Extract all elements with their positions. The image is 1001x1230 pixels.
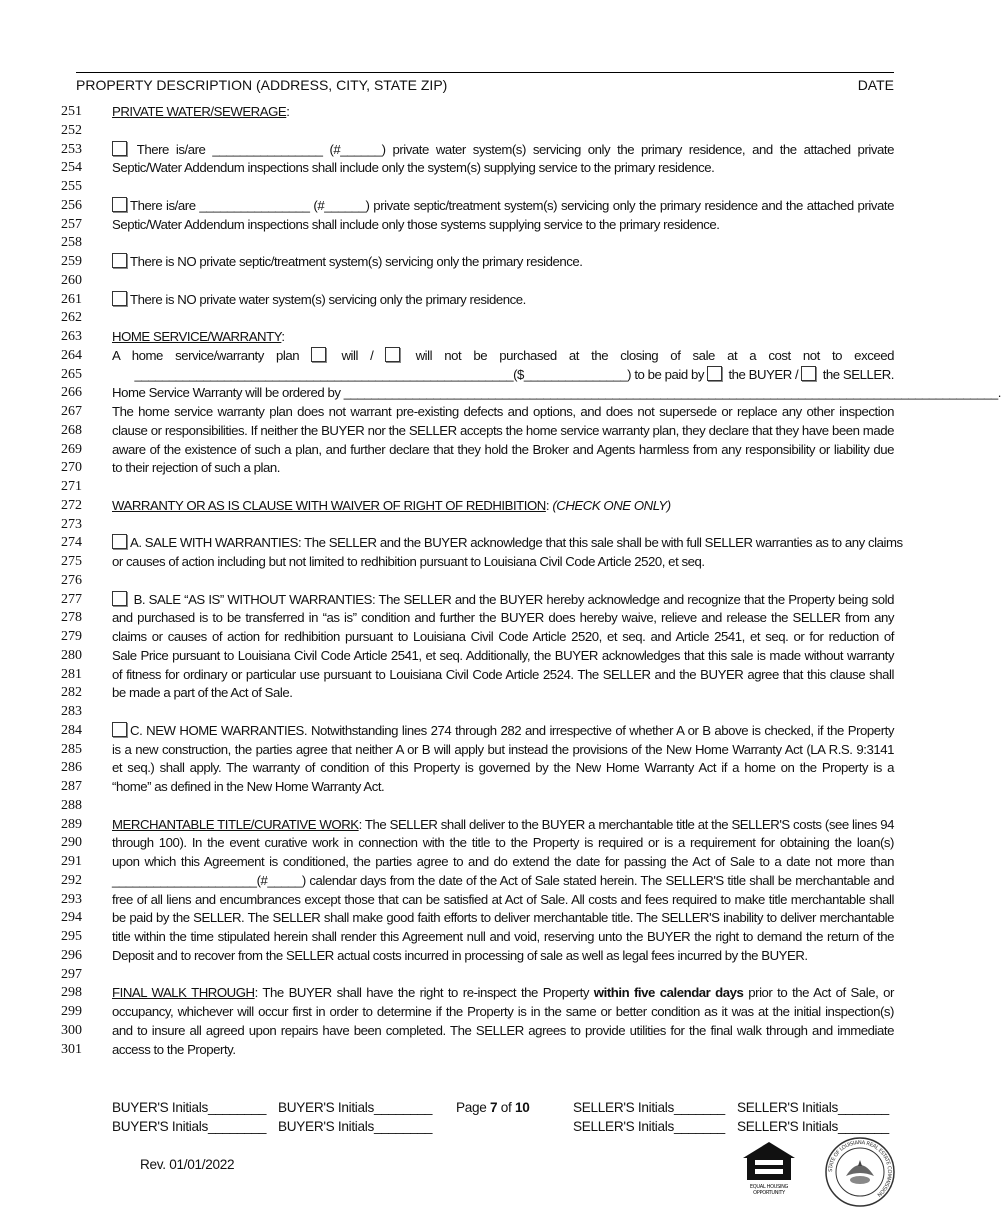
line-271 xyxy=(0,478,950,497)
line-number: 296 xyxy=(61,947,82,963)
line-number: 294 xyxy=(61,910,82,926)
form-body xyxy=(0,103,1001,1059)
line-274: 274 A. SALE WITH WARRANTIES: The SELLER and the BUYER acknowledge that this sale shall be with full SELLER warranties as to any claims xyxy=(0,534,950,553)
line-259: 259 There is NO private septic/treatment system(s) servicing only the primary residence. xyxy=(0,253,950,272)
line-287: 287 “home” as defined in the New Home Warranty Act. xyxy=(0,778,950,797)
septic-system-checkbox[interactable] xyxy=(112,197,127,212)
buyer-initials-field[interactable]: BUYER'S Initials________ xyxy=(278,1100,433,1115)
line-number: 265 xyxy=(61,366,82,382)
line-290: 290 through 100). In the event curative work in connection with the title to the Property is required or is a requirement for obtaining the loan(s) xyxy=(0,834,950,853)
line-256: 256 There is/are ________________ (#______) private septic/treatment system(s) servicing only the primary residence and the attached private xyxy=(0,197,950,216)
seller-initials-field[interactable]: SELLER'S Initials_______ xyxy=(737,1100,889,1115)
line-number: 253 xyxy=(61,141,82,157)
line-255 xyxy=(0,178,950,197)
line-number: 278 xyxy=(61,610,82,626)
section-heading-private-water: PRIVATE WATER/SEWERAGE xyxy=(112,104,287,119)
line-number: 295 xyxy=(61,929,82,944)
line-266: 266 Home Service Warranty will be ordered by _______________________________________________________________________________________________. xyxy=(0,384,950,403)
buyer-initials-field[interactable]: BUYER'S Initials________ xyxy=(112,1119,267,1134)
line-number: 285 xyxy=(61,741,82,757)
line-number: 269 xyxy=(61,441,82,457)
line-267: 267 The home service warranty plan does not warrant pre-existing defects and options, and does not supersede or replace any other inspection xyxy=(0,403,950,422)
line-number: 258 xyxy=(61,235,82,251)
line-number: 299 xyxy=(61,1004,82,1019)
line-301: 301 access to the Property. xyxy=(0,1041,950,1060)
revision-date: Rev. 01/01/2022 xyxy=(140,1157,235,1172)
line-number: 293 xyxy=(61,891,82,907)
line-number: 298 xyxy=(61,985,82,1001)
line-289: 289 MERCHANTABLE TITLE/CURATIVE WORK: The SELLER shall deliver to the BUYER a merchantable title at the SELLER'S costs (see lines 94 xyxy=(0,816,950,835)
line-number: 256 xyxy=(61,197,82,213)
line-288 xyxy=(0,797,950,816)
buyer-initials-field[interactable]: BUYER'S Initials________ xyxy=(112,1100,267,1115)
line-281: 281 of fitness for ordinary or particular use pursuant to Louisiana Civil Code Article 2524. The SELLER and the BUYER agree that this clause shall xyxy=(0,666,950,685)
sale-with-warranties-checkbox[interactable] xyxy=(112,534,127,549)
line-number: 283 xyxy=(61,704,82,719)
line-number: 255 xyxy=(61,179,82,194)
line-number: 301 xyxy=(61,1041,82,1057)
line-number: 280 xyxy=(61,647,82,663)
line-number: 261 xyxy=(61,291,82,307)
line-number: 290 xyxy=(61,835,82,851)
line-283 xyxy=(0,703,950,722)
page-indicator: Page 7 of 10 xyxy=(456,1100,530,1115)
page-header xyxy=(76,72,894,95)
line-269: 269 aware of the existence of such a plan, and further declare that they hold the Broker and Agents harmless from any responsibility or liability due xyxy=(0,441,950,460)
line-number: 286 xyxy=(61,760,82,776)
line-275: 275 or causes of action including but not limited to redhibition pursuant to Louisiana Civil Code Article 2520, et seq. xyxy=(0,553,950,572)
line-277: 277 B. SALE “AS IS” WITHOUT WARRANTIES: The SELLER and the BUYER hereby acknowledge and recognize that the Property being sold xyxy=(0,591,950,610)
line-285: 285 is a new construction, the parties agree that neither A or B will apply but instead the provisions of the New Home Warranty Act (LA R.S. 9:3141 xyxy=(0,741,950,760)
check-one-note: (CHECK ONE ONLY) xyxy=(552,497,671,513)
line-296: 296 Deposit and to recover from the SELLER actual costs incurred in processing of sale as well as legal fees incurred by the BUYER. xyxy=(0,947,950,966)
line-280: 280 Sale Price pursuant to Louisiana Civil Code Article 2541, et seq. Additionally, the BUYER acknowledges that this sale is made without warranty xyxy=(0,647,950,666)
line-284: 284 C. NEW HOME WARRANTIES. Notwithstanding lines 274 through 282 and irrespective of whether A or B above is checked, if the Property xyxy=(0,722,950,741)
line-number: 270 xyxy=(61,460,82,476)
line-number: 267 xyxy=(61,404,82,419)
warranty-will-checkbox[interactable] xyxy=(311,347,326,362)
line-279: 279 claims or causes of action for redhibition pursuant to Louisiana Civil Code Article 2520, et seq. and Article 2541, et seq. or for reduction of xyxy=(0,628,950,647)
line-294: 294 be paid by the SELLER. The SELLER shall make good faith efforts to deliver merchantable title. The SELLER'S inability to deliver merchantable xyxy=(0,909,950,928)
line-number: 271 xyxy=(61,479,82,494)
line-number: 259 xyxy=(61,254,82,269)
no-water-system-checkbox[interactable] xyxy=(112,291,127,306)
line-278: 278 and purchased is to be transferred in “as is” condition and further the BUYER does hereby waive, relieve and release the SELLER from any xyxy=(0,609,950,628)
line-number: 300 xyxy=(61,1022,82,1038)
line-number: 289 xyxy=(61,816,82,832)
line-298: 298 FINAL WALK THROUGH: The BUYER shall have the right to re-inspect the Property within five calendar days prior to the Act of Sale, or xyxy=(0,984,950,1003)
section-heading-warranty-as-is: WARRANTY OR AS IS CLAUSE WITH WAIVER OF RIGHT OF REDHIBITION xyxy=(112,497,546,513)
line-282: 282 be made a part of the Act of Sale. xyxy=(0,684,950,703)
buyer-initials-field[interactable]: BUYER'S Initials________ xyxy=(278,1119,433,1134)
line-286: 286 et seq.) shall apply. The warranty of condition of this Property is governed by the New Home Warranty Act if a home on the Property is a xyxy=(0,759,950,778)
line-number: 272 xyxy=(61,497,82,513)
warranty-will-not-checkbox[interactable] xyxy=(385,347,400,362)
line-258 xyxy=(0,234,950,253)
seller-initials-field[interactable]: SELLER'S Initials_______ xyxy=(737,1119,889,1134)
page-footer xyxy=(0,1096,950,1230)
line-265: 265 _______________________________________________________($_______________) to be paid by the BUYER / the SELLER. xyxy=(0,366,950,385)
seller-initials-field[interactable]: SELLER'S Initials_______ xyxy=(573,1119,725,1134)
line-number: 284 xyxy=(61,722,82,738)
line-number: 292 xyxy=(61,872,82,888)
line-number: 268 xyxy=(61,422,82,438)
line-number: 254 xyxy=(61,160,82,176)
five-days-emphasis: within five calendar days xyxy=(593,985,744,1001)
no-septic-checkbox[interactable] xyxy=(112,253,127,268)
property-description-label: PROPERTY DESCRIPTION (ADDRESS, CITY, STATE ZIP) xyxy=(76,77,448,93)
water-system-checkbox[interactable] xyxy=(112,141,127,156)
line-276 xyxy=(0,572,950,591)
line-273 xyxy=(0,516,950,535)
line-number: 282 xyxy=(61,685,82,701)
line-262 xyxy=(0,309,950,328)
line-number: 274 xyxy=(61,535,82,551)
line-252 xyxy=(0,122,950,141)
line-272: 272 WARRANTY OR AS IS CLAUSE WITH WAIVER OF RIGHT OF REDHIBITION: (CHECK ONE ONLY) xyxy=(0,497,950,516)
line-270: 270 to their rejection of such a plan. xyxy=(0,459,950,478)
paid-by-seller-checkbox[interactable] xyxy=(801,366,816,381)
line-254: 254 Septic/Water Addendum inspections shall include only the system(s) supplying service to the primary residence. xyxy=(0,159,950,178)
line-number: 262 xyxy=(61,310,82,326)
louisiana-real-estate-commission-seal xyxy=(824,1136,896,1211)
line-number: 252 xyxy=(61,122,82,138)
line-263: 263 HOME SERVICE/WARRANTY: xyxy=(0,328,950,347)
line-number: 273 xyxy=(61,516,82,532)
section-heading-final-walk-through: FINAL WALK THROUGH xyxy=(112,985,255,1001)
seller-initials-field[interactable]: SELLER'S Initials_______ xyxy=(573,1100,725,1115)
line-297 xyxy=(0,966,950,985)
line-253: 253 There is/are ________________ (#______) private water system(s) servicing only the primary residence, and the attached private xyxy=(0,141,950,160)
section-heading-home-warranty: HOME SERVICE/WARRANTY xyxy=(112,329,282,344)
equal-housing-opportunity-logo xyxy=(740,1140,798,1199)
line-251: 251 PRIVATE WATER/SEWERAGE: xyxy=(0,103,950,122)
line-268: 268 clause or responsibilities. If neither the BUYER nor the SELLER accepts the home service warranty plan, they declare that they have been made xyxy=(0,422,950,441)
line-257: 257 Septic/Water Addendum inspections shall include only those systems supplying service to the primary residence. xyxy=(0,216,950,235)
line-293: 293 free of all liens and encumbrances except those that can be satisfied at Act of Sale. All costs and fees required to make title merchantable shall xyxy=(0,891,950,910)
paid-by-buyer-checkbox[interactable] xyxy=(707,366,722,381)
sale-as-is-checkbox[interactable] xyxy=(112,591,127,606)
line-261: 261 There is NO private water system(s) servicing only the primary residence. xyxy=(0,291,950,310)
section-heading-merchantable-title: MERCHANTABLE TITLE/CURATIVE WORK xyxy=(112,816,359,832)
line-number: 287 xyxy=(61,779,82,794)
line-number: 275 xyxy=(61,554,82,569)
line-295: 295 title within the time stipulated herein shall render this Agreement null and void, reserving unto the BUYER the right to demand the return of the xyxy=(0,928,950,947)
line-number: 264 xyxy=(61,347,82,363)
line-number: 251 xyxy=(61,104,82,119)
svg-text:STATE OF LOUISIANA REAL ESTATE: STATE OF LOUISIANA REAL ESTATE COMMISSION xyxy=(827,1139,893,1198)
date-label: DATE xyxy=(857,77,894,93)
line-number: 260 xyxy=(61,272,82,288)
line-number: 276 xyxy=(61,572,82,588)
line-number: 297 xyxy=(61,966,82,982)
line-299: 299 occupancy, whichever will occur first in order to determine if the Property is in the same or better condition as it was at the initial inspection(s) xyxy=(0,1003,950,1022)
line-number: 288 xyxy=(61,797,82,813)
line-300: 300 and to insure all agreed upon repairs have been completed. The SELLER agrees to provide utilities for the final walk through and immediate xyxy=(0,1022,950,1041)
line-number: 257 xyxy=(61,216,82,232)
line-number: 263 xyxy=(61,329,82,344)
line-number: 266 xyxy=(61,385,82,401)
line-number: 277 xyxy=(61,591,82,607)
new-home-warranties-checkbox[interactable] xyxy=(112,722,127,737)
line-number: 291 xyxy=(61,854,82,869)
line-291: 291 upon which this Agreement is conditioned, the parties agree to and do extend the date for passing the Act of Sale to a date not more than xyxy=(0,853,950,872)
svg-text:EQUAL HOUSING: EQUAL HOUSING xyxy=(749,1184,789,1190)
svg-text:OPPORTUNITY: OPPORTUNITY xyxy=(753,1190,785,1196)
line-292: 292 _____________________(#_____) calendar days from the date of the Act of Sale stated herein. The SELLER'S title shall be merchantable and xyxy=(0,872,950,891)
line-number: 279 xyxy=(61,629,82,644)
line-264: 264 A home service/warranty plan will / will not be purchased at the closing of sale at a cost not to exceed xyxy=(0,347,950,366)
line-number: 281 xyxy=(61,666,82,682)
line-260 xyxy=(0,272,950,291)
